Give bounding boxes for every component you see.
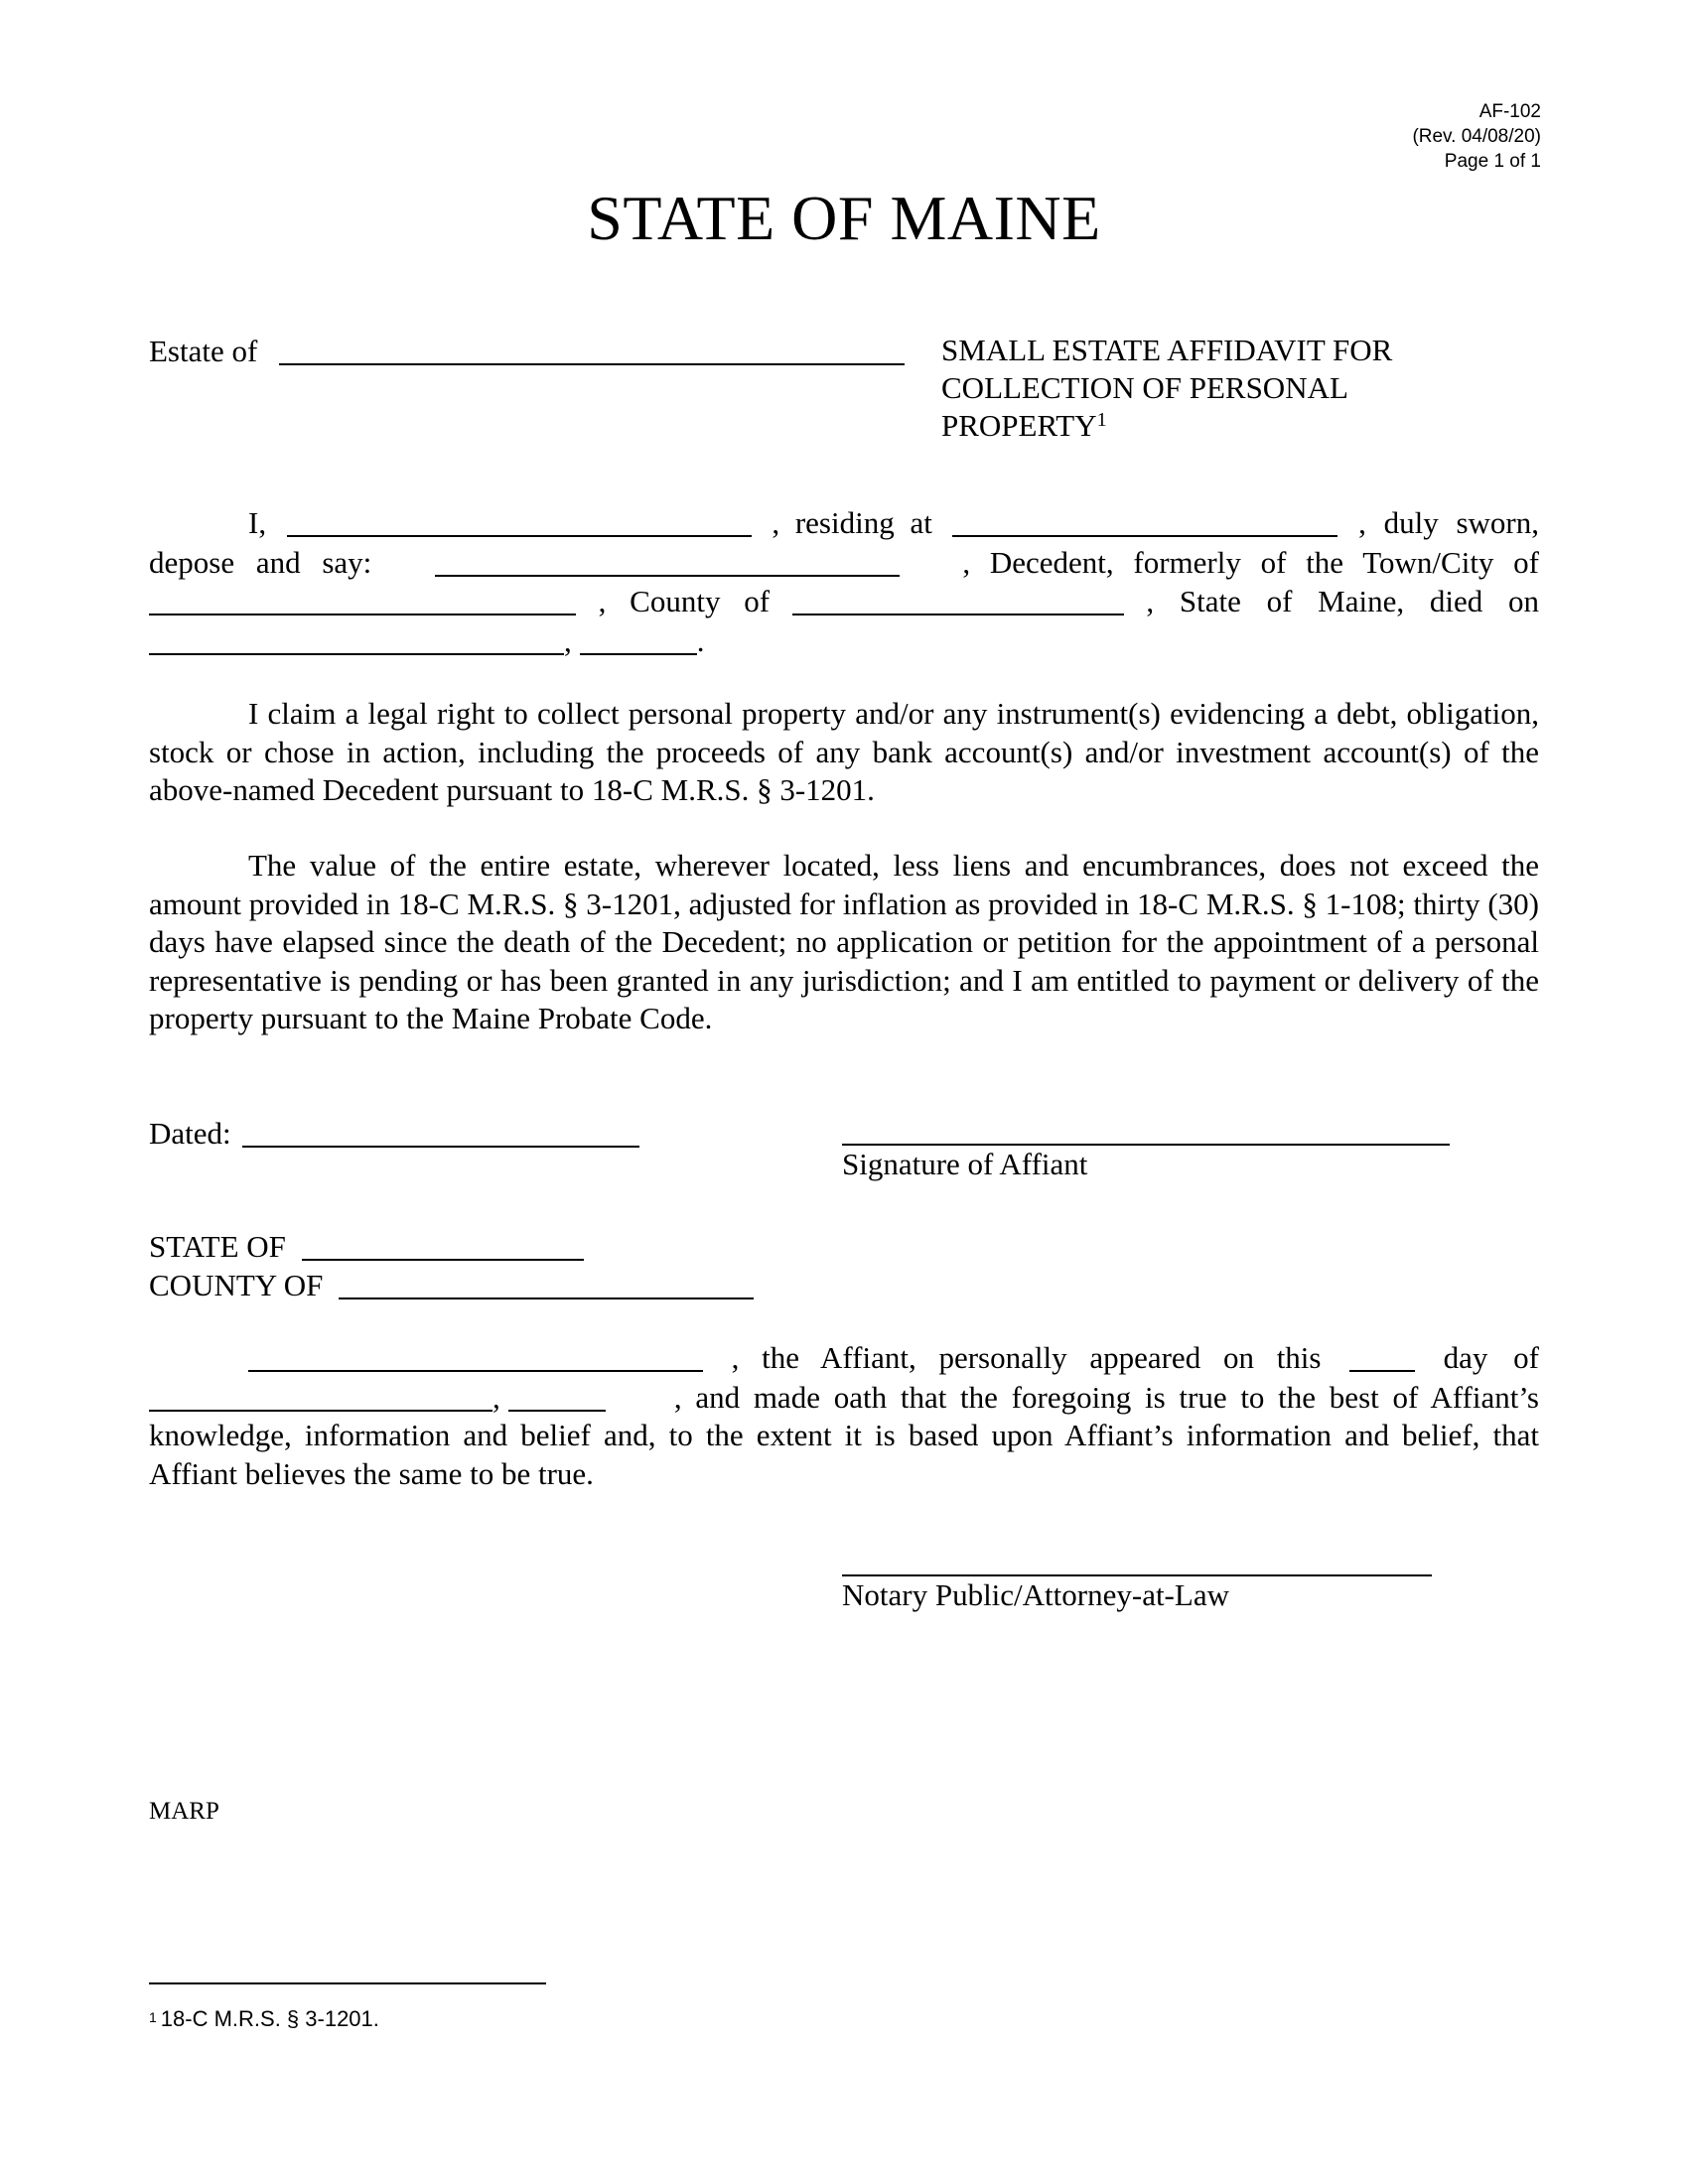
footnote-number: 1 [149, 2009, 157, 2025]
appeared-label: , the Affiant, personally appeared on this [731, 1340, 1322, 1375]
dated-label: Dated: [149, 1116, 231, 1151]
affiant-paragraph [149, 503, 1539, 660]
year-of-death-field[interactable] [580, 625, 697, 655]
heading-line-3-text: PROPERTY [941, 408, 1097, 443]
jurat-affiant-name-field[interactable] [248, 1342, 703, 1372]
oath-label: , and made oath that the foregoing is true to the best of Affiant’s [673, 1379, 1539, 1415]
footnote-text: 18-C M.R.S. § 3-1201. [160, 2006, 379, 2031]
heading-line-1: SMALL ESTATE AFFIDAVIT FOR [941, 333, 1393, 367]
heading-line-3 [941, 407, 1497, 445]
jurat-date-group [149, 1378, 606, 1418]
jurat-day-field[interactable] [1349, 1342, 1415, 1372]
estate-of-row [149, 332, 905, 370]
estate-of-label: Estate of [149, 334, 258, 368]
venue-state-label: STATE OF [149, 1229, 286, 1264]
period: . [696, 622, 705, 658]
affiant-line-2 [149, 543, 1539, 583]
footnote [149, 2005, 379, 2033]
notary-signature-block [842, 1545, 1432, 1614]
venue-county-label: COUNTY OF [149, 1268, 324, 1302]
day-of-label: day of [1443, 1340, 1539, 1375]
jurat-paragraph [149, 1338, 1539, 1493]
notary-label: Notary Public/Attorney-at-Law [842, 1577, 1229, 1612]
depose-label: depose and say: [149, 544, 372, 580]
jurat-indent-group [149, 1338, 703, 1378]
residence-field[interactable] [952, 507, 1337, 537]
footnote-divider [149, 1982, 546, 1984]
venue-state-field[interactable] [302, 1231, 584, 1261]
page-title: STATE OF MAINE [587, 183, 1101, 253]
venue-county-field[interactable] [339, 1270, 754, 1299]
venue-block [149, 1227, 754, 1304]
county-field[interactable] [792, 586, 1124, 615]
jurat-rest: knowledge, information and belief and, to the extent it is based upon Affiant’s information and belief, that Affiant believes the same to be true. [149, 1418, 1539, 1491]
residing-at-label: , residing at [772, 505, 932, 540]
jurat-year-field[interactable] [508, 1382, 606, 1412]
affiant-signature-block [842, 1114, 1450, 1183]
value-paragraph: The value of the entire estate, wherever located, less liens and encumbrances, does not exceed the amount provided in 18-C M.R.S. § 3-1201, adjusted for inflation as provided in 18-C M.R.S. § 1-108; thirty (30) days have elapsed since the death of the Decedent; no application or petition for the appointment of a personal representative is pending or has been granted in any jurisdiction; and I am entitled to payment or delivery of the property pursuant to the Maine Probate Code. [149, 848, 1539, 1035]
town-city-field[interactable] [149, 586, 576, 615]
i-label-group [149, 504, 266, 543]
comma: , [492, 1379, 500, 1415]
affiant-line-3 [149, 582, 1539, 621]
state-of-maine-label: , State of Maine, died on [1146, 584, 1539, 618]
jurat-line-1 [149, 1338, 1539, 1378]
decedent-formerly-label: , Decedent, formerly of the Town/City of [962, 544, 1539, 580]
signature-of-affiant-label: Signature of Affiant [842, 1147, 1088, 1181]
claim-paragraph: I claim a legal right to collect personal property and/or any instrument(s) evidencing a debt, obligation, stock or chose in action, including the proceeds of any bank account(s) and/or investment account(s) of the above-named Decedent pursuant to 18-C M.R.S. § 3-1201. [149, 696, 1539, 807]
page-indicator: Page 1 of 1 [1444, 151, 1541, 172]
document-heading [941, 332, 1497, 445]
affiant-name-field[interactable] [287, 507, 752, 537]
notary-signature-line[interactable] [842, 1545, 1432, 1576]
duly-sworn-label: , duly sworn, [1358, 505, 1539, 540]
decedent-name-field[interactable] [435, 547, 900, 577]
affiant-line-1 [149, 503, 1539, 543]
county-of-label: , County of [598, 584, 771, 618]
venue-county-row [149, 1266, 754, 1304]
marp-label: MARP [149, 1798, 219, 1825]
date-of-death-field[interactable] [149, 625, 564, 655]
affiant-signature-line[interactable] [842, 1114, 1450, 1146]
heading-line-2: COLLECTION OF PERSONAL [941, 370, 1348, 405]
dated-row [149, 1114, 639, 1153]
i-label: I, [248, 505, 267, 540]
venue-state-row [149, 1227, 754, 1266]
form-meta [1412, 99, 1541, 174]
estate-of-field[interactable] [279, 336, 905, 365]
dated-field[interactable] [242, 1118, 639, 1148]
form-revision: (Rev. 04/08/20) [1412, 126, 1541, 147]
comma: , [564, 622, 572, 658]
form-number: AF-102 [1478, 101, 1541, 122]
affiant-line-4 [149, 621, 1539, 661]
jurat-line-2 [149, 1378, 1539, 1418]
jurat-month-field[interactable] [149, 1382, 492, 1412]
footnote-reference: 1 [1096, 409, 1107, 431]
